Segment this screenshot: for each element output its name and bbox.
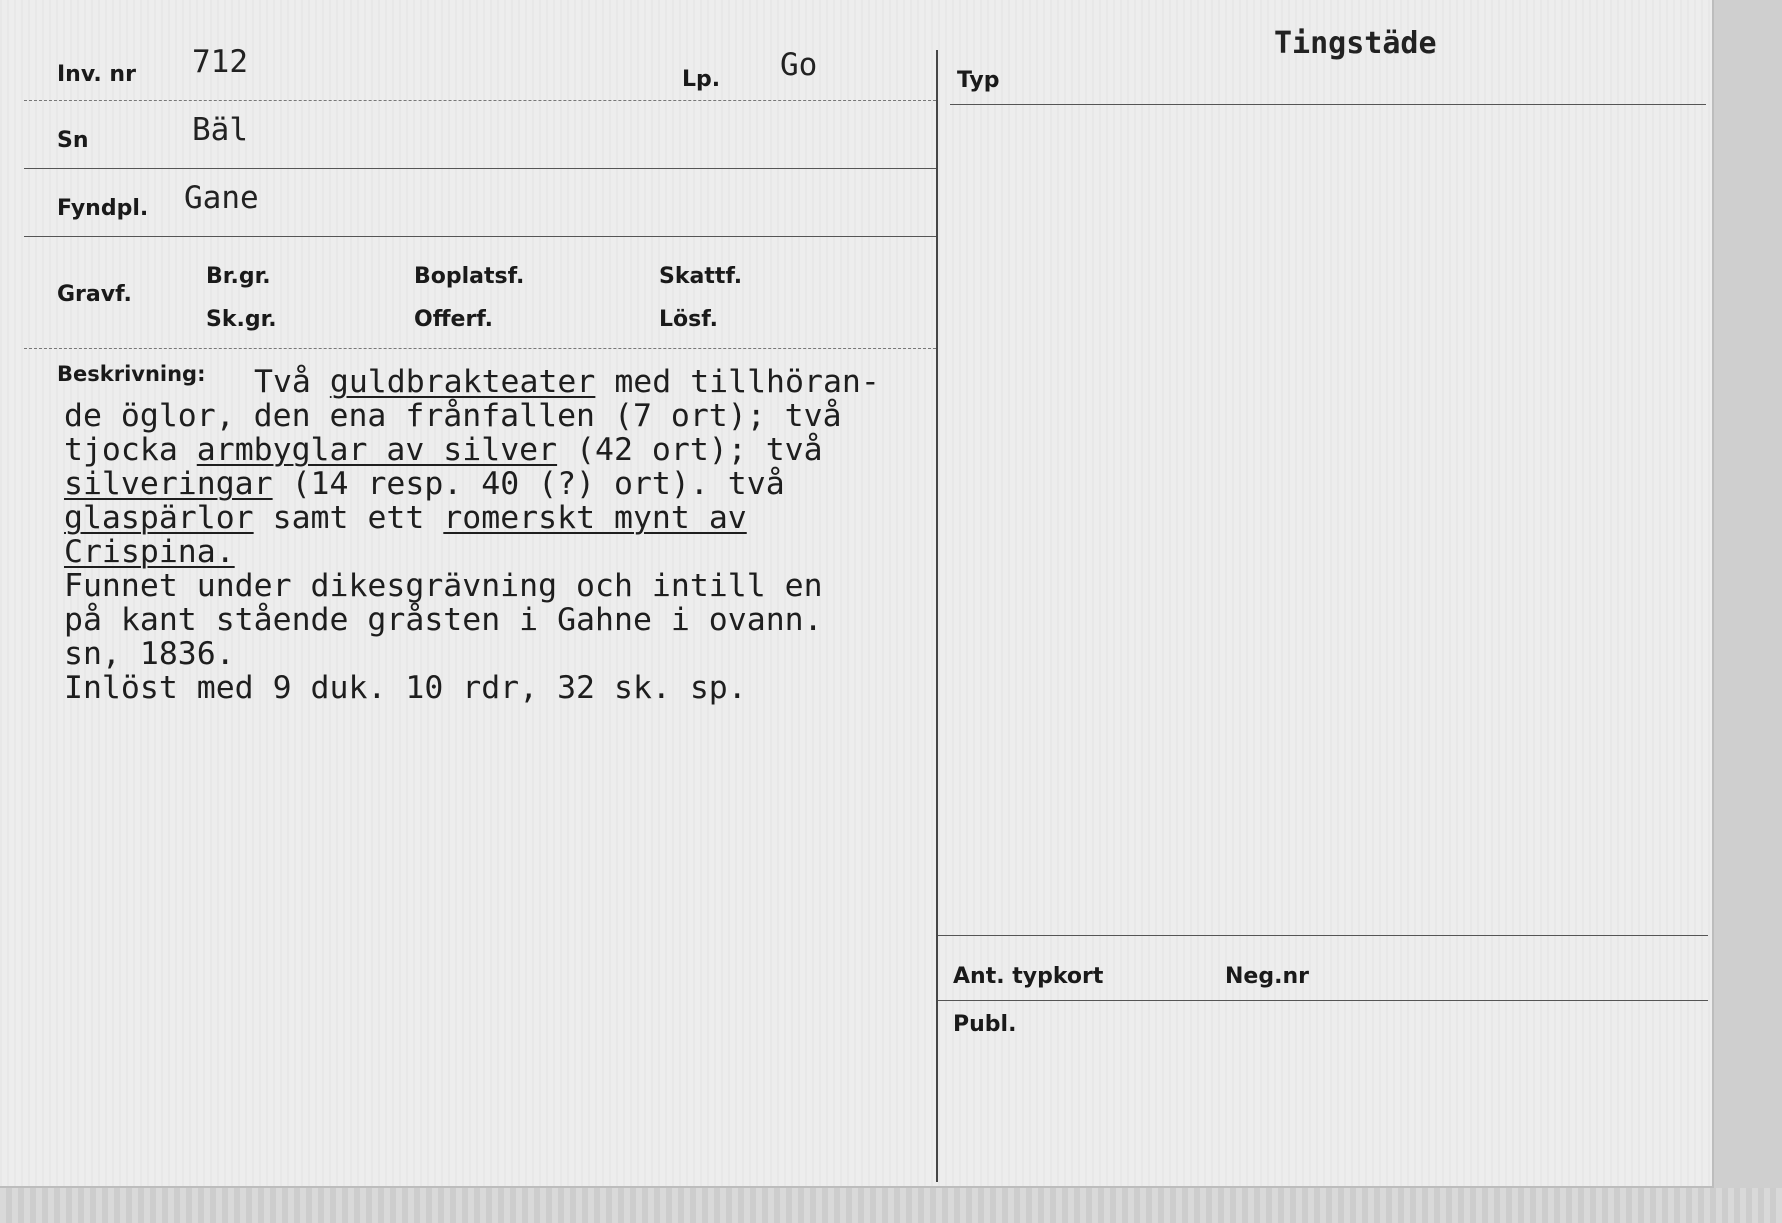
publ-label: Publ. — [953, 1012, 1017, 1037]
fyndpl-value: Gane — [184, 180, 259, 216]
lp-value: Go — [780, 47, 818, 83]
description-line: Två guldbrakteater med tillhöran- — [254, 364, 880, 400]
beskrivning-label: Beskrivning: — [57, 362, 206, 386]
typ-value: Tingstäde — [1274, 26, 1437, 61]
description-line: glaspärlor samt ett romerskt mynt av — [64, 500, 747, 536]
description-line: Inlöst med 9 duk. 10 rdr, 32 sk. sp. — [64, 670, 747, 706]
fyndpl-label: Fyndpl. — [57, 196, 149, 221]
inv-nr-value: 712 — [192, 44, 248, 80]
description-line: Crispina. — [64, 534, 235, 570]
losf-label: Lösf. — [659, 307, 718, 332]
negnr-label: Neg.nr — [1225, 964, 1309, 989]
row-divider — [938, 935, 1708, 936]
description-line: Funnet under dikesgrävning och intill en — [64, 568, 823, 604]
column-divider — [936, 50, 938, 1182]
description-line: tjocka armbyglar av silver (42 ort); två — [64, 432, 823, 468]
sn-value: Bäl — [192, 112, 248, 148]
skgr-label: Sk.gr. — [206, 307, 277, 332]
row-divider — [24, 348, 936, 349]
row-divider — [938, 1000, 1708, 1001]
description-line: silveringar (14 resp. 40 (?) ort). två — [64, 466, 785, 502]
lp-label: Lp. — [682, 67, 721, 92]
brgr-label: Br.gr. — [206, 264, 271, 289]
skattf-label: Skattf. — [659, 264, 743, 289]
ant-typkort-label: Ant. typkort — [953, 964, 1104, 989]
scan-edge — [0, 1188, 1782, 1223]
typ-label: Typ — [957, 68, 1000, 93]
offerf-label: Offerf. — [414, 307, 494, 332]
inv-nr-label: Inv. nr — [57, 62, 136, 87]
row-divider — [24, 236, 936, 237]
row-divider — [950, 104, 1706, 105]
description-text — [64, 365, 964, 705]
gravf-label: Gravf. — [57, 282, 132, 307]
description-line: de öglor, den ena frånfallen (7 ort); två — [64, 398, 842, 434]
description-line: på kant stående gråsten i Gahne i ovann. — [64, 602, 823, 638]
row-divider — [24, 100, 936, 101]
description-line: sn, 1836. — [64, 636, 235, 672]
boplatsf-label: Boplatsf. — [414, 264, 525, 289]
sn-label: Sn — [57, 128, 89, 153]
row-divider — [24, 168, 936, 169]
